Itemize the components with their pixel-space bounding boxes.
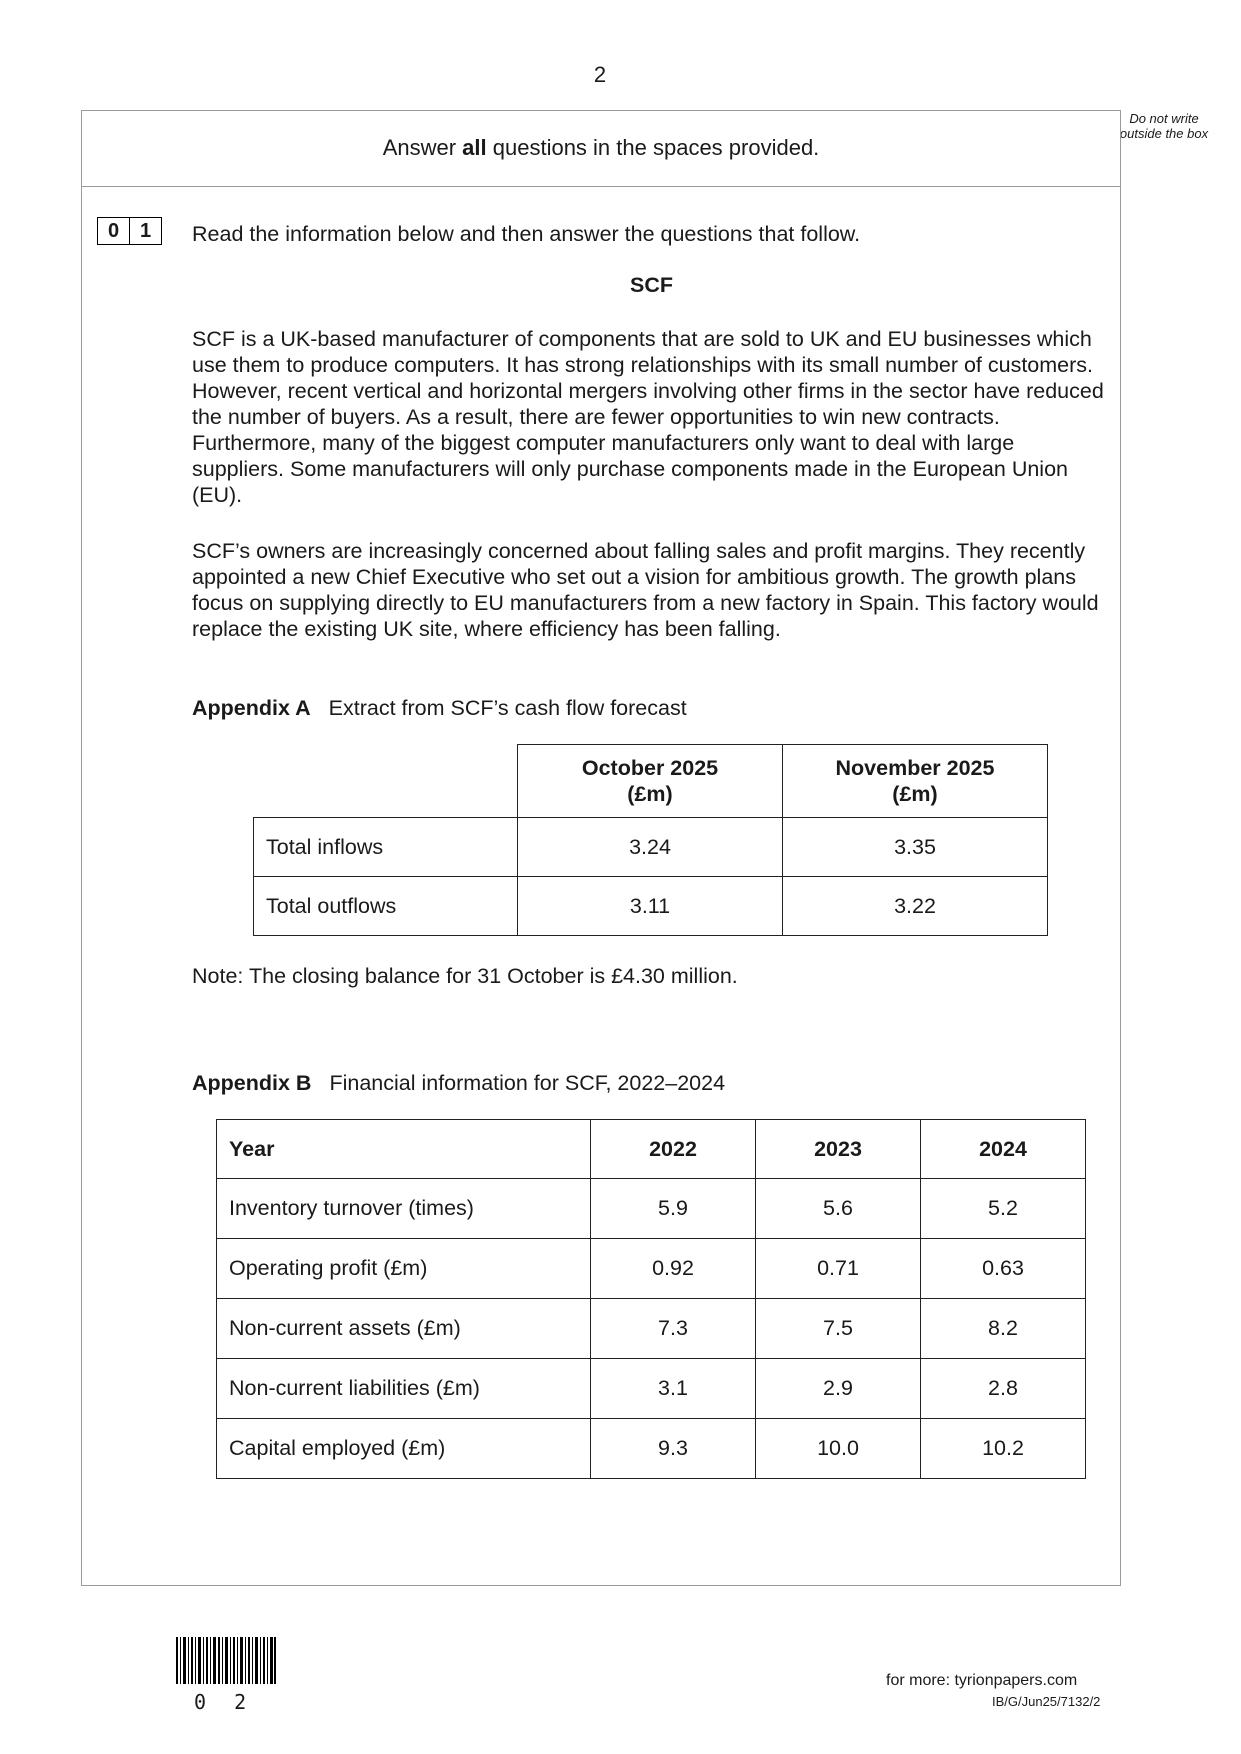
row-label: Total outflows: [254, 877, 518, 936]
answer-instructions: [81, 110, 1121, 187]
column-header-line: November 2025: [835, 756, 995, 780]
table-cell: 8.2: [921, 1299, 1086, 1359]
case-paragraph: [192, 326, 1112, 508]
table-cell: 5.9: [591, 1179, 756, 1239]
instructions-suffix: questions in the spaces provided.: [486, 135, 820, 160]
margin-note: Do not write outside the box: [1119, 111, 1209, 141]
footer-link: for more: tyrionpapers.com: [886, 1672, 1078, 1689]
table-row: [217, 1359, 1086, 1419]
table-cell: 10.2: [921, 1419, 1086, 1479]
table-cell: 0.63: [921, 1239, 1086, 1299]
cash-flow-table: [253, 744, 1048, 936]
table-cell: 3.1: [591, 1359, 756, 1419]
column-header: Year: [217, 1120, 591, 1179]
table-cell: 3.22: [783, 877, 1048, 936]
cash-flow-note: Note: The closing balance for 31 October is £4.30 million.: [192, 964, 738, 988]
column-header: 2022: [591, 1120, 756, 1179]
table-row: [254, 818, 1048, 877]
row-label: Total inflows: [254, 818, 518, 877]
table-cell: 3.11: [518, 877, 783, 936]
appendix-a-heading: [192, 696, 687, 721]
column-header: [783, 745, 1048, 818]
table-cell: 2.8: [921, 1359, 1086, 1419]
paragraph-text: SCF is a UK-based manufacturer of components that are sold to UK and EU businesses which use them to produce computers. It has strong relationships with its small number of customers. However, recent vertical and horizontal mergers involving other firms in the sector have reduced the number of buyers. As a result, there are fewer opportunities to win new contracts. Furthermore, many of the biggest computer manufacturers only want to deal with large suppliers. Some manufacturers will only purchase components made in the European Union (EU).: [192, 327, 1104, 507]
table-row: [217, 1299, 1086, 1359]
table-cell: 0.92: [591, 1239, 756, 1299]
question-digit: 1: [130, 217, 162, 245]
row-label: Capital employed (£m): [217, 1419, 591, 1479]
question-number: [97, 217, 162, 245]
table-cell: 0.71: [756, 1239, 921, 1299]
table-corner: [254, 745, 518, 818]
table-row: [217, 1179, 1086, 1239]
paragraph-text: SCF’s owners are increasingly concerned about falling sales and profit margins. They recently appointed a new Chief Executive who set out a vision for ambitious growth. The growth plans focus on supplying directly to EU manufacturers from a new factory in Spain. This factory would replace the existing UK site, where efficiency has been falling.: [192, 539, 1099, 641]
table-cell: 7.5: [756, 1299, 921, 1359]
column-header: [518, 745, 783, 818]
column-header-line: October 2025: [581, 756, 719, 780]
table-header-row: [217, 1120, 1086, 1179]
column-header: 2024: [921, 1120, 1086, 1179]
table-cell: 2.9: [756, 1359, 921, 1419]
page-number: 2: [593, 62, 607, 87]
row-label: Non-current liabilities (£m): [217, 1359, 591, 1419]
barcode-number: 0 2: [194, 1690, 255, 1714]
column-header: 2023: [756, 1120, 921, 1179]
table-cell: 5.6: [756, 1179, 921, 1239]
table-cell: 10.0: [756, 1419, 921, 1479]
footer-reference: IB/G/Jun25/7132/2: [992, 1694, 1101, 1709]
row-label: Operating profit (£m): [217, 1239, 591, 1299]
case-title: SCF: [630, 273, 673, 297]
instructions-prefix: Answer: [382, 135, 463, 160]
row-label: Inventory turnover (times): [217, 1179, 591, 1239]
table-row: [254, 877, 1048, 936]
appendix-b-heading: [192, 1071, 725, 1096]
question-digit: 0: [97, 217, 130, 245]
table-cell: 5.2: [921, 1179, 1086, 1239]
question-intro: Read the information below and then answer the questions that follow.: [192, 222, 861, 246]
financial-info-table: [216, 1119, 1086, 1479]
instructions-bold: all: [462, 135, 487, 160]
table-cell: 3.24: [518, 818, 783, 877]
table-cell: 7.3: [591, 1299, 756, 1359]
table-row: [217, 1239, 1086, 1299]
barcode-icon: [176, 1637, 276, 1684]
table-cell: 3.35: [783, 818, 1048, 877]
row-label: Non-current assets (£m): [217, 1299, 591, 1359]
column-header-unit: (£m): [892, 782, 938, 806]
case-paragraph: [192, 538, 1112, 642]
appendix-a-label: Appendix A: [192, 696, 311, 720]
column-header-unit: (£m): [627, 782, 673, 806]
table-cell: 9.3: [591, 1419, 756, 1479]
appendix-b-title: Financial information for SCF, 2022–2024: [329, 1071, 726, 1095]
appendix-a-title: Extract from SCF’s cash flow forecast: [328, 696, 687, 720]
appendix-b-label: Appendix B: [192, 1071, 312, 1095]
table-row: [217, 1419, 1086, 1479]
